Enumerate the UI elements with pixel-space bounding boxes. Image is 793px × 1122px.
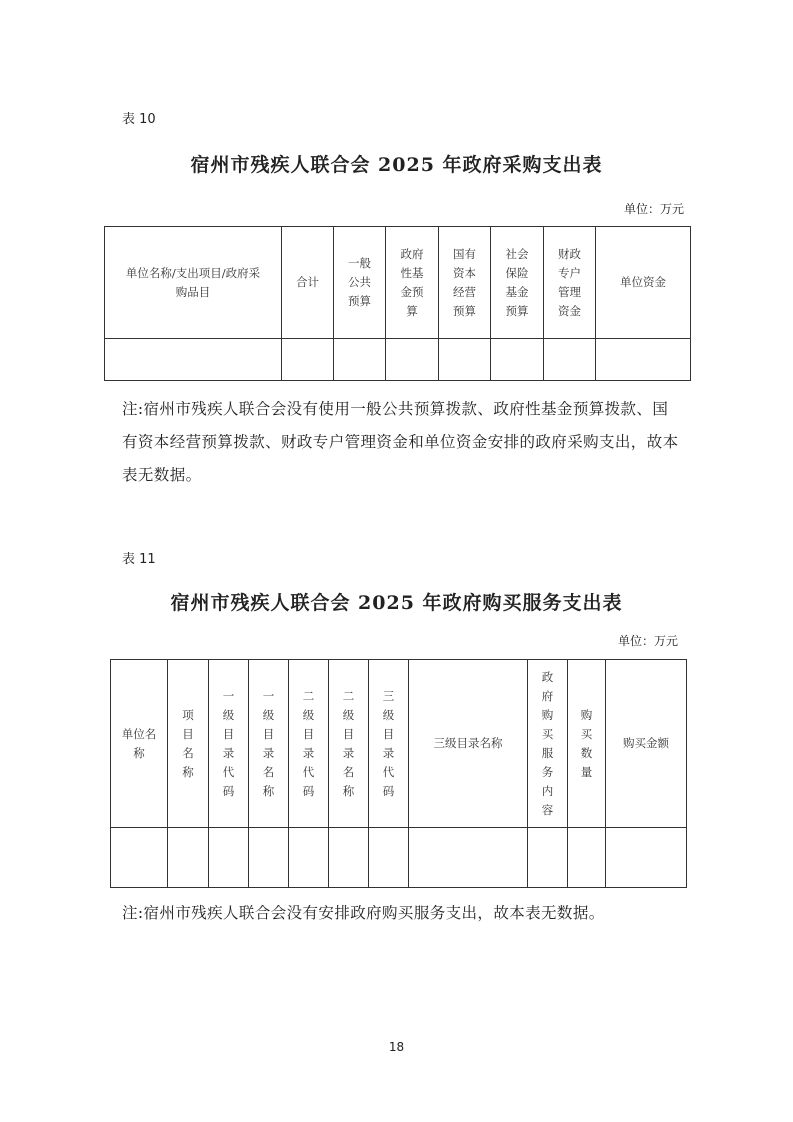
table11-cell — [168, 828, 209, 888]
table11-header-cell: 二 级 目 录 代 码 — [289, 660, 329, 828]
table11-header-cell: 三 级 目 录 代 码 — [369, 660, 409, 828]
table10-header-cell: 财政 专户 管理 资金 — [544, 227, 596, 339]
table11-header-cell: 购买金额 — [606, 660, 687, 828]
table10-header-cell: 社会 保险 基金 预算 — [491, 227, 544, 339]
table11-cell — [209, 828, 249, 888]
table11-note: 注:宿州市残疾人联合会没有安排政府购买服务支出，故本表无数据。 — [122, 904, 605, 922]
table11-cell — [409, 828, 528, 888]
table11-title: 宿州市残疾人联合会 2025 年政府购买服务支出表 — [170, 592, 623, 614]
table11-cell — [369, 828, 409, 888]
table10-cell — [491, 339, 544, 381]
table10-title: 宿州市残疾人联合会 2025 年政府采购支出表 — [190, 154, 603, 176]
table10-header-cell: 政府 性基 金预 算 — [386, 227, 439, 339]
table10-cell — [105, 339, 282, 381]
table11-cell — [111, 828, 168, 888]
table10-header-cell: 单位资金 — [596, 227, 691, 339]
table10-header-cell: 一般 公共 预算 — [334, 227, 386, 339]
table11-header-cell: 政 府 购 买 服 务 内 容 — [528, 660, 568, 828]
table10-label: 表 10 — [122, 112, 156, 127]
page-number: 18 — [388, 1040, 405, 1054]
table11-header-cell: 二 级 目 录 名 称 — [329, 660, 369, 828]
table11-empty-row — [111, 828, 687, 888]
table10-header-cell: 单位名称/支出项目/政府采 购品目 — [105, 227, 282, 339]
table11 — [110, 659, 687, 888]
table10-cell — [544, 339, 596, 381]
table11-header-cell: 单位名 称 — [111, 660, 168, 828]
table11-header-row — [111, 660, 687, 828]
table11-label: 表 11 — [122, 552, 156, 567]
table11-cell — [568, 828, 606, 888]
table11-header-cell: 一 级 目 录 代 码 — [209, 660, 249, 828]
table10-unit: 单位：万元 — [623, 202, 684, 216]
table10-cell — [334, 339, 386, 381]
table10-header-cell: 合计 — [282, 227, 334, 339]
table11-cell — [528, 828, 568, 888]
table10-header-cell: 国有 资本 经营 预算 — [439, 227, 491, 339]
table11-unit: 单位：万元 — [617, 634, 678, 648]
table10-cell — [439, 339, 491, 381]
table10-cell — [282, 339, 334, 381]
table10-empty-row — [105, 339, 691, 381]
table11-header-cell: 一 级 目 录 名 称 — [249, 660, 289, 828]
table11-cell — [289, 828, 329, 888]
table11-cell — [329, 828, 369, 888]
table10-note: 注:宿州市残疾人联合会没有使用一般公共预算拨款、政府性基金预算拨款、国有资本经营预算拨款、财政专户管理资金和单位资金安排的政府采购支出，故本表无数据。 — [122, 400, 679, 484]
table11-header-cell: 三级目录名称 — [409, 660, 528, 828]
table10-cell — [596, 339, 691, 381]
table10 — [104, 226, 691, 381]
table10-header-row — [105, 227, 691, 339]
table11-header-cell: 购 买 数 量 — [568, 660, 606, 828]
table11-header-cell: 项 目 名 称 — [168, 660, 209, 828]
table10-cell — [386, 339, 439, 381]
table11-cell — [249, 828, 289, 888]
table11-cell — [606, 828, 687, 888]
